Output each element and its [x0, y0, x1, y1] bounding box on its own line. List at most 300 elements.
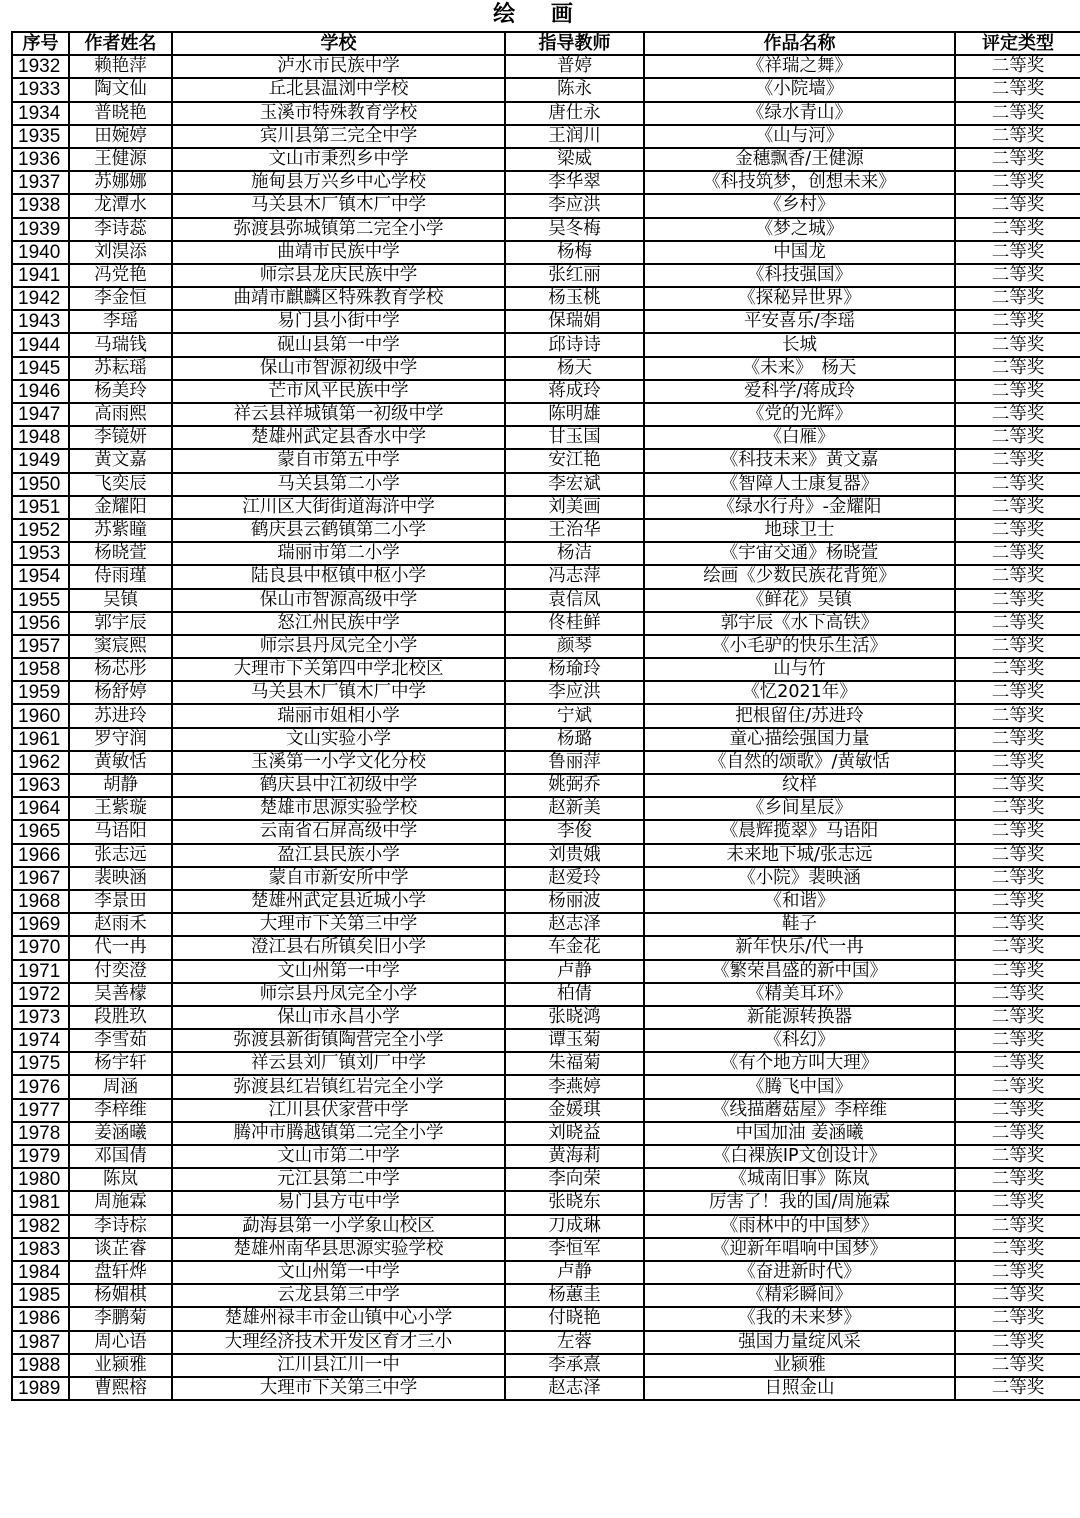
- table-row: [12, 774, 1080, 797]
- cell-award: 二等奖: [955, 380, 1080, 403]
- table-row: [12, 867, 1080, 890]
- cell-work-title: 中国加油 姜涵曦: [644, 1122, 955, 1145]
- table-row: [12, 148, 1080, 171]
- cell-author: 杨舒婷: [69, 681, 172, 704]
- cell-school: 师宗县丹凤完全小学: [172, 983, 505, 1006]
- table-row: [12, 681, 1080, 704]
- cell-teacher: 李向荣: [505, 1168, 644, 1191]
- cell-work-title: 《城南旧事》陈岚: [644, 1168, 955, 1191]
- table-row: [12, 1215, 1080, 1238]
- cell-award: 二等奖: [955, 426, 1080, 449]
- cell-author: 周施霖: [69, 1191, 172, 1214]
- cell-award: 二等奖: [955, 797, 1080, 820]
- cell-author: 杨芯彤: [69, 658, 172, 681]
- cell-author: 赖艳萍: [69, 55, 172, 78]
- cell-school: 丘北县温浏中学校: [172, 78, 505, 101]
- cell-number: 1983: [12, 1238, 69, 1261]
- cell-work-title: 厉害了！我的国/周施霖: [644, 1191, 955, 1214]
- cell-work-title: 长城: [644, 333, 955, 356]
- cell-work-title: 《白雁》: [644, 426, 955, 449]
- cell-teacher: 刘贵娥: [505, 844, 644, 867]
- cell-number: 1958: [12, 658, 69, 681]
- cell-author: 窦宸熙: [69, 635, 172, 658]
- cell-number: 1981: [12, 1191, 69, 1214]
- cell-work-title: 《宇宙交通》杨晓萱: [644, 542, 955, 565]
- cell-work-title: 《绿水行舟》-金耀阳: [644, 496, 955, 519]
- cell-teacher: 保瑞娟: [505, 310, 644, 333]
- cell-teacher: 刘晓益: [505, 1122, 644, 1145]
- cell-award: 二等奖: [955, 1331, 1080, 1354]
- cell-school: 元江县第二中学: [172, 1168, 505, 1191]
- cell-teacher: 杨天: [505, 357, 644, 380]
- table-header-row: [12, 32, 1080, 55]
- table-row: [12, 820, 1080, 843]
- cell-award: 二等奖: [955, 565, 1080, 588]
- cell-work-title: 《科技未来》黄文嘉: [644, 449, 955, 472]
- cell-work-title: 《迎新年唱响中国梦》: [644, 1238, 955, 1261]
- cell-number: 1947: [12, 403, 69, 426]
- cell-work-title: 《奋进新时代》: [644, 1261, 955, 1284]
- table-row: [12, 1099, 1080, 1122]
- cell-school: 文山市第二中学: [172, 1145, 505, 1168]
- cell-work-title: 童心描绘强国力量: [644, 728, 955, 751]
- table-row: [12, 704, 1080, 727]
- cell-teacher: 李承熹: [505, 1354, 644, 1377]
- cell-work-title: 郭宇辰《水下高铁》: [644, 612, 955, 635]
- cell-number: 1940: [12, 241, 69, 264]
- table-row: [12, 1377, 1080, 1400]
- cell-author: 李诗蕊: [69, 218, 172, 241]
- table-row: [12, 1029, 1080, 1052]
- cell-school: 施甸县万兴乡中心学校: [172, 171, 505, 194]
- cell-number: 1944: [12, 333, 69, 356]
- cell-award: 二等奖: [955, 635, 1080, 658]
- table-row: [12, 1354, 1080, 1377]
- cell-work-title: 绘画《少数民族花背篼》: [644, 565, 955, 588]
- cell-teacher: 姚弼乔: [505, 774, 644, 797]
- cell-school: 保山市智源高级中学: [172, 589, 505, 612]
- cell-school: 曲靖市民族中学: [172, 241, 505, 264]
- cell-award: 二等奖: [955, 218, 1080, 241]
- cell-number: 1980: [12, 1168, 69, 1191]
- cell-number: 1972: [12, 983, 69, 1006]
- cell-school: 鹤庆县云鹤镇第二小学: [172, 519, 505, 542]
- cell-author: 付奕澄: [69, 960, 172, 983]
- cell-number: 1956: [12, 612, 69, 635]
- cell-work-title: 《科幻》: [644, 1029, 955, 1052]
- cell-author: 苏娜娜: [69, 171, 172, 194]
- table-row: [12, 125, 1080, 148]
- cell-award: 二等奖: [955, 1168, 1080, 1191]
- cell-school: 保山市智源初级中学: [172, 357, 505, 380]
- cell-award: 二等奖: [955, 983, 1080, 1006]
- cell-award: 二等奖: [955, 1261, 1080, 1284]
- cell-award: 二等奖: [955, 1307, 1080, 1330]
- cell-award: 二等奖: [955, 751, 1080, 774]
- cell-author: 黄敏恬: [69, 751, 172, 774]
- column-header-teacher: 指导教师: [505, 32, 644, 55]
- table-row: [12, 287, 1080, 310]
- cell-author: 苏进玲: [69, 704, 172, 727]
- cell-award: 二等奖: [955, 78, 1080, 101]
- cell-teacher: 甘玉国: [505, 426, 644, 449]
- table-row: [12, 78, 1080, 101]
- cell-award: 二等奖: [955, 449, 1080, 472]
- cell-author: 吴善檬: [69, 983, 172, 1006]
- cell-number: 1933: [12, 78, 69, 101]
- column-header-author: 作者姓名: [69, 32, 172, 55]
- cell-teacher: 颜琴: [505, 635, 644, 658]
- cell-teacher: 李宏斌: [505, 473, 644, 496]
- cell-work-title: 《线描蘑菇屋》李梓维: [644, 1099, 955, 1122]
- cell-author: 李诗棕: [69, 1215, 172, 1238]
- cell-work-title: 纹样: [644, 774, 955, 797]
- cell-number: 1965: [12, 820, 69, 843]
- cell-school: 宾川县第三完全中学: [172, 125, 505, 148]
- cell-award: 二等奖: [955, 890, 1080, 913]
- table-row: [12, 565, 1080, 588]
- cell-number: 1937: [12, 171, 69, 194]
- cell-number: 1984: [12, 1261, 69, 1284]
- cell-award: 二等奖: [955, 913, 1080, 936]
- cell-work-title: 《我的未来梦》: [644, 1307, 955, 1330]
- cell-number: 1952: [12, 519, 69, 542]
- cell-number: 1977: [12, 1099, 69, 1122]
- cell-number: 1987: [12, 1331, 69, 1354]
- cell-work-title: 《未来》 杨天: [644, 357, 955, 380]
- cell-school: 楚雄州禄丰市金山镇中心小学: [172, 1307, 505, 1330]
- table-row: [12, 380, 1080, 403]
- cell-teacher: 鲁丽萍: [505, 751, 644, 774]
- cell-teacher: 王润川: [505, 125, 644, 148]
- cell-number: 1966: [12, 844, 69, 867]
- cell-number: 1950: [12, 473, 69, 496]
- cell-author: 李雪茹: [69, 1029, 172, 1052]
- table-row: [12, 1307, 1080, 1330]
- cell-author: 郭宇辰: [69, 612, 172, 635]
- cell-award: 二等奖: [955, 333, 1080, 356]
- cell-work-title: 《自然的颂歌》/黄敏恬: [644, 751, 955, 774]
- cell-work-title: 《有个地方叫大理》: [644, 1052, 955, 1075]
- cell-school: 马关县木厂镇木厂中学: [172, 194, 505, 217]
- table-row: [12, 171, 1080, 194]
- cell-teacher: 杨蕙圭: [505, 1284, 644, 1307]
- cell-author: 周涵: [69, 1075, 172, 1098]
- cell-work-title: 《祥瑞之舞》: [644, 55, 955, 78]
- cell-school: 云龙县第三中学: [172, 1284, 505, 1307]
- table-row: [12, 1006, 1080, 1029]
- cell-award: 二等奖: [955, 264, 1080, 287]
- cell-work-title: 日照金山: [644, 1377, 955, 1400]
- cell-author: 金耀阳: [69, 496, 172, 519]
- table-row: [12, 728, 1080, 751]
- cell-author: 赵雨禾: [69, 913, 172, 936]
- cell-number: 1938: [12, 194, 69, 217]
- cell-author: 马语阳: [69, 820, 172, 843]
- cell-author: 业颍雅: [69, 1354, 172, 1377]
- cell-work-title: 《腾飞中国》: [644, 1075, 955, 1098]
- cell-author: 李瑶: [69, 310, 172, 333]
- table-row: [12, 890, 1080, 913]
- table-row: [12, 1075, 1080, 1098]
- cell-author: 李梓维: [69, 1099, 172, 1122]
- cell-work-title: 《小毛驴的快乐生活》: [644, 635, 955, 658]
- cell-teacher: 车金花: [505, 936, 644, 959]
- cell-number: 1939: [12, 218, 69, 241]
- cell-number: 1959: [12, 681, 69, 704]
- cell-author: 龙潭水: [69, 194, 172, 217]
- cell-award: 二等奖: [955, 1284, 1080, 1307]
- table-row: [12, 264, 1080, 287]
- cell-teacher: 普婷: [505, 55, 644, 78]
- cell-award: 二等奖: [955, 148, 1080, 171]
- cell-number: 1954: [12, 565, 69, 588]
- cell-award: 二等奖: [955, 844, 1080, 867]
- table-row: [12, 357, 1080, 380]
- cell-number: 1973: [12, 1006, 69, 1029]
- cell-school: 文山州第一中学: [172, 960, 505, 983]
- table-row: [12, 218, 1080, 241]
- cell-award: 二等奖: [955, 55, 1080, 78]
- table-row: [12, 55, 1080, 78]
- cell-number: 1942: [12, 287, 69, 310]
- cell-author: 李金恒: [69, 287, 172, 310]
- cell-author: 李景田: [69, 890, 172, 913]
- cell-award: 二等奖: [955, 1122, 1080, 1145]
- cell-school: 江川区大街街道海浒中学: [172, 496, 505, 519]
- cell-author: 杨晓萱: [69, 542, 172, 565]
- cell-school: 文山州第一中学: [172, 1261, 505, 1284]
- cell-award: 二等奖: [955, 194, 1080, 217]
- cell-teacher: 李华翠: [505, 171, 644, 194]
- cell-number: 1976: [12, 1075, 69, 1098]
- cell-number: 1969: [12, 913, 69, 936]
- cell-award: 二等奖: [955, 960, 1080, 983]
- cell-number: 1978: [12, 1122, 69, 1145]
- cell-author: 代一冉: [69, 936, 172, 959]
- cell-work-title: 爱科学/蒋成玲: [644, 380, 955, 403]
- cell-author: 苏紫瞳: [69, 519, 172, 542]
- cell-award: 二等奖: [955, 820, 1080, 843]
- cell-work-title: 《乡间星辰》: [644, 797, 955, 820]
- cell-author: 侍雨瑾: [69, 565, 172, 588]
- cell-work-title: 金穗飘香/王健源: [644, 148, 955, 171]
- cell-teacher: 李应洪: [505, 194, 644, 217]
- cell-number: 1961: [12, 728, 69, 751]
- column-header-award: 评定类型: [955, 32, 1080, 55]
- cell-award: 二等奖: [955, 728, 1080, 751]
- cell-award: 二等奖: [955, 241, 1080, 264]
- cell-number: 1948: [12, 426, 69, 449]
- cell-number: 1934: [12, 102, 69, 125]
- cell-number: 1953: [12, 542, 69, 565]
- cell-school: 师宗县龙庆民族中学: [172, 264, 505, 287]
- cell-school: 鹤庆县中江初级中学: [172, 774, 505, 797]
- cell-school: 玉溪第一小学文化分校: [172, 751, 505, 774]
- cell-teacher: 安江艳: [505, 449, 644, 472]
- cell-teacher: 冯志萍: [505, 565, 644, 588]
- cell-school: 大理市下关第三中学: [172, 1377, 505, 1400]
- table-row: [12, 936, 1080, 959]
- cell-award: 二等奖: [955, 1052, 1080, 1075]
- cell-award: 二等奖: [955, 1075, 1080, 1098]
- cell-teacher: 梁威: [505, 148, 644, 171]
- cell-work-title: 《忆2021年》: [644, 681, 955, 704]
- cell-number: 1967: [12, 867, 69, 890]
- cell-award: 二等奖: [955, 1006, 1080, 1029]
- cell-work-title: 《鲜花》吴镇: [644, 589, 955, 612]
- cell-number: 1932: [12, 55, 69, 78]
- table-row: [12, 519, 1080, 542]
- cell-work-title: 新年快乐/代一冉: [644, 936, 955, 959]
- cell-teacher: 杨丽波: [505, 890, 644, 913]
- cell-number: 1951: [12, 496, 69, 519]
- cell-school: 瑞丽市姐相小学: [172, 704, 505, 727]
- cell-school: 澄江县右所镇矣旧小学: [172, 936, 505, 959]
- cell-school: 大理市下关第四中学北校区: [172, 658, 505, 681]
- table-row: [12, 1284, 1080, 1307]
- cell-award: 二等奖: [955, 473, 1080, 496]
- cell-work-title: 《科技强国》: [644, 264, 955, 287]
- cell-number: 1957: [12, 635, 69, 658]
- cell-school: 祥云县刘厂镇刘厂中学: [172, 1052, 505, 1075]
- cell-work-title: 《雨林中的中国梦》: [644, 1215, 955, 1238]
- column-header-work-title: 作品名称: [644, 32, 955, 55]
- table-row: [12, 751, 1080, 774]
- cell-school: 芒市风平民族中学: [172, 380, 505, 403]
- table-row: [12, 102, 1080, 125]
- table-row: [12, 589, 1080, 612]
- cell-author: 普晓艳: [69, 102, 172, 125]
- table-row: [12, 1168, 1080, 1191]
- cell-work-title: 山与竹: [644, 658, 955, 681]
- cell-teacher: 赵志泽: [505, 1377, 644, 1400]
- cell-work-title: 《党的光辉》: [644, 403, 955, 426]
- cell-work-title: 《白裸族IP文创设计》: [644, 1145, 955, 1168]
- cell-award: 二等奖: [955, 310, 1080, 333]
- cell-award: 二等奖: [955, 102, 1080, 125]
- cell-teacher: 朱福菊: [505, 1052, 644, 1075]
- cell-work-title: 《智障人士康复器》: [644, 473, 955, 496]
- table-row: [12, 1261, 1080, 1284]
- cell-award: 二等奖: [955, 519, 1080, 542]
- cell-author: 黄文嘉: [69, 449, 172, 472]
- cell-teacher: 谭玉菊: [505, 1029, 644, 1052]
- cell-number: 1971: [12, 960, 69, 983]
- table-row: [12, 658, 1080, 681]
- cell-teacher: 张晓东: [505, 1191, 644, 1214]
- cell-number: 1935: [12, 125, 69, 148]
- table-row: [12, 473, 1080, 496]
- cell-school: 盈江县民族小学: [172, 844, 505, 867]
- cell-teacher: 佟桂鲜: [505, 612, 644, 635]
- cell-school: 保山市永昌小学: [172, 1006, 505, 1029]
- cell-award: 二等奖: [955, 496, 1080, 519]
- cell-award: 二等奖: [955, 171, 1080, 194]
- cell-author: 王健源: [69, 148, 172, 171]
- cell-work-title: 《绿水青山》: [644, 102, 955, 125]
- cell-work-title: 鞋子: [644, 913, 955, 936]
- cell-school: 大理经济技术开发区育才三小: [172, 1331, 505, 1354]
- cell-school: 大理市下关第三中学: [172, 913, 505, 936]
- cell-work-title: 业颍雅: [644, 1354, 955, 1377]
- cell-work-title: 《科技筑梦，创想未来》: [644, 171, 955, 194]
- cell-school: 马关县第二小学: [172, 473, 505, 496]
- cell-teacher: 卢静: [505, 1261, 644, 1284]
- cell-award: 二等奖: [955, 403, 1080, 426]
- cell-author: 冯党艳: [69, 264, 172, 287]
- cell-work-title: 《繁荣昌盛的新中国》: [644, 960, 955, 983]
- cell-award: 二等奖: [955, 867, 1080, 890]
- cell-teacher: 赵爱玲: [505, 867, 644, 890]
- table-row: [12, 310, 1080, 333]
- cell-work-title: 强国力量绽风采: [644, 1331, 955, 1354]
- cell-teacher: 吴冬梅: [505, 218, 644, 241]
- cell-number: 1943: [12, 310, 69, 333]
- cell-teacher: 杨璐: [505, 728, 644, 751]
- cell-award: 二等奖: [955, 1145, 1080, 1168]
- cell-number: 1989: [12, 1377, 69, 1400]
- cell-author: 田婉婷: [69, 125, 172, 148]
- cell-author: 罗守润: [69, 728, 172, 751]
- cell-school: 师宗县丹凤完全小学: [172, 635, 505, 658]
- cell-teacher: 刀成琳: [505, 1215, 644, 1238]
- cell-author: 马瑞钱: [69, 333, 172, 356]
- cell-author: 李鹏菊: [69, 1307, 172, 1330]
- cell-school: 云南省石屏高级中学: [172, 820, 505, 843]
- table-row: [12, 542, 1080, 565]
- cell-school: 楚雄市思源实验学校: [172, 797, 505, 820]
- cell-work-title: 中国龙: [644, 241, 955, 264]
- cell-school: 曲靖市麒麟区特殊教育学校: [172, 287, 505, 310]
- cell-award: 二等奖: [955, 704, 1080, 727]
- cell-author: 曹熙榕: [69, 1377, 172, 1400]
- page-title: 绘 画: [493, 2, 587, 27]
- cell-teacher: 杨洁: [505, 542, 644, 565]
- cell-teacher: 左蓉: [505, 1331, 644, 1354]
- cell-number: 1974: [12, 1029, 69, 1052]
- cell-number: 1968: [12, 890, 69, 913]
- cell-author: 裴映涵: [69, 867, 172, 890]
- awards-table: [11, 31, 1080, 1401]
- cell-teacher: 杨玉桃: [505, 287, 644, 310]
- cell-school: 祥云县祥城镇第一初级中学: [172, 403, 505, 426]
- cell-number: 1949: [12, 449, 69, 472]
- cell-teacher: 杨梅: [505, 241, 644, 264]
- cell-school: 文山市秉烈乡中学: [172, 148, 505, 171]
- cell-school: 江川县伏家营中学: [172, 1099, 505, 1122]
- cell-work-title: 《探秘异世界》: [644, 287, 955, 310]
- cell-work-title: 《精美耳环》: [644, 983, 955, 1006]
- cell-award: 二等奖: [955, 589, 1080, 612]
- cell-school: 蒙自市第五中学: [172, 449, 505, 472]
- cell-number: 1945: [12, 357, 69, 380]
- cell-work-title: 《小院》裴映涵: [644, 867, 955, 890]
- cell-school: 弥渡县红岩镇红岩完全小学: [172, 1075, 505, 1098]
- cell-award: 二等奖: [955, 1099, 1080, 1122]
- table-row: [12, 1331, 1080, 1354]
- cell-author: 盘轩烨: [69, 1261, 172, 1284]
- cell-work-title: 《梦之城》: [644, 218, 955, 241]
- cell-teacher: 李燕婷: [505, 1075, 644, 1098]
- cell-teacher: 赵新美: [505, 797, 644, 820]
- cell-number: 1936: [12, 148, 69, 171]
- cell-author: 段胜玖: [69, 1006, 172, 1029]
- cell-award: 二等奖: [955, 1377, 1080, 1400]
- cell-teacher: 付晓艳: [505, 1307, 644, 1330]
- cell-author: 张志远: [69, 844, 172, 867]
- cell-school: 楚雄州南华县思源实验学校: [172, 1238, 505, 1261]
